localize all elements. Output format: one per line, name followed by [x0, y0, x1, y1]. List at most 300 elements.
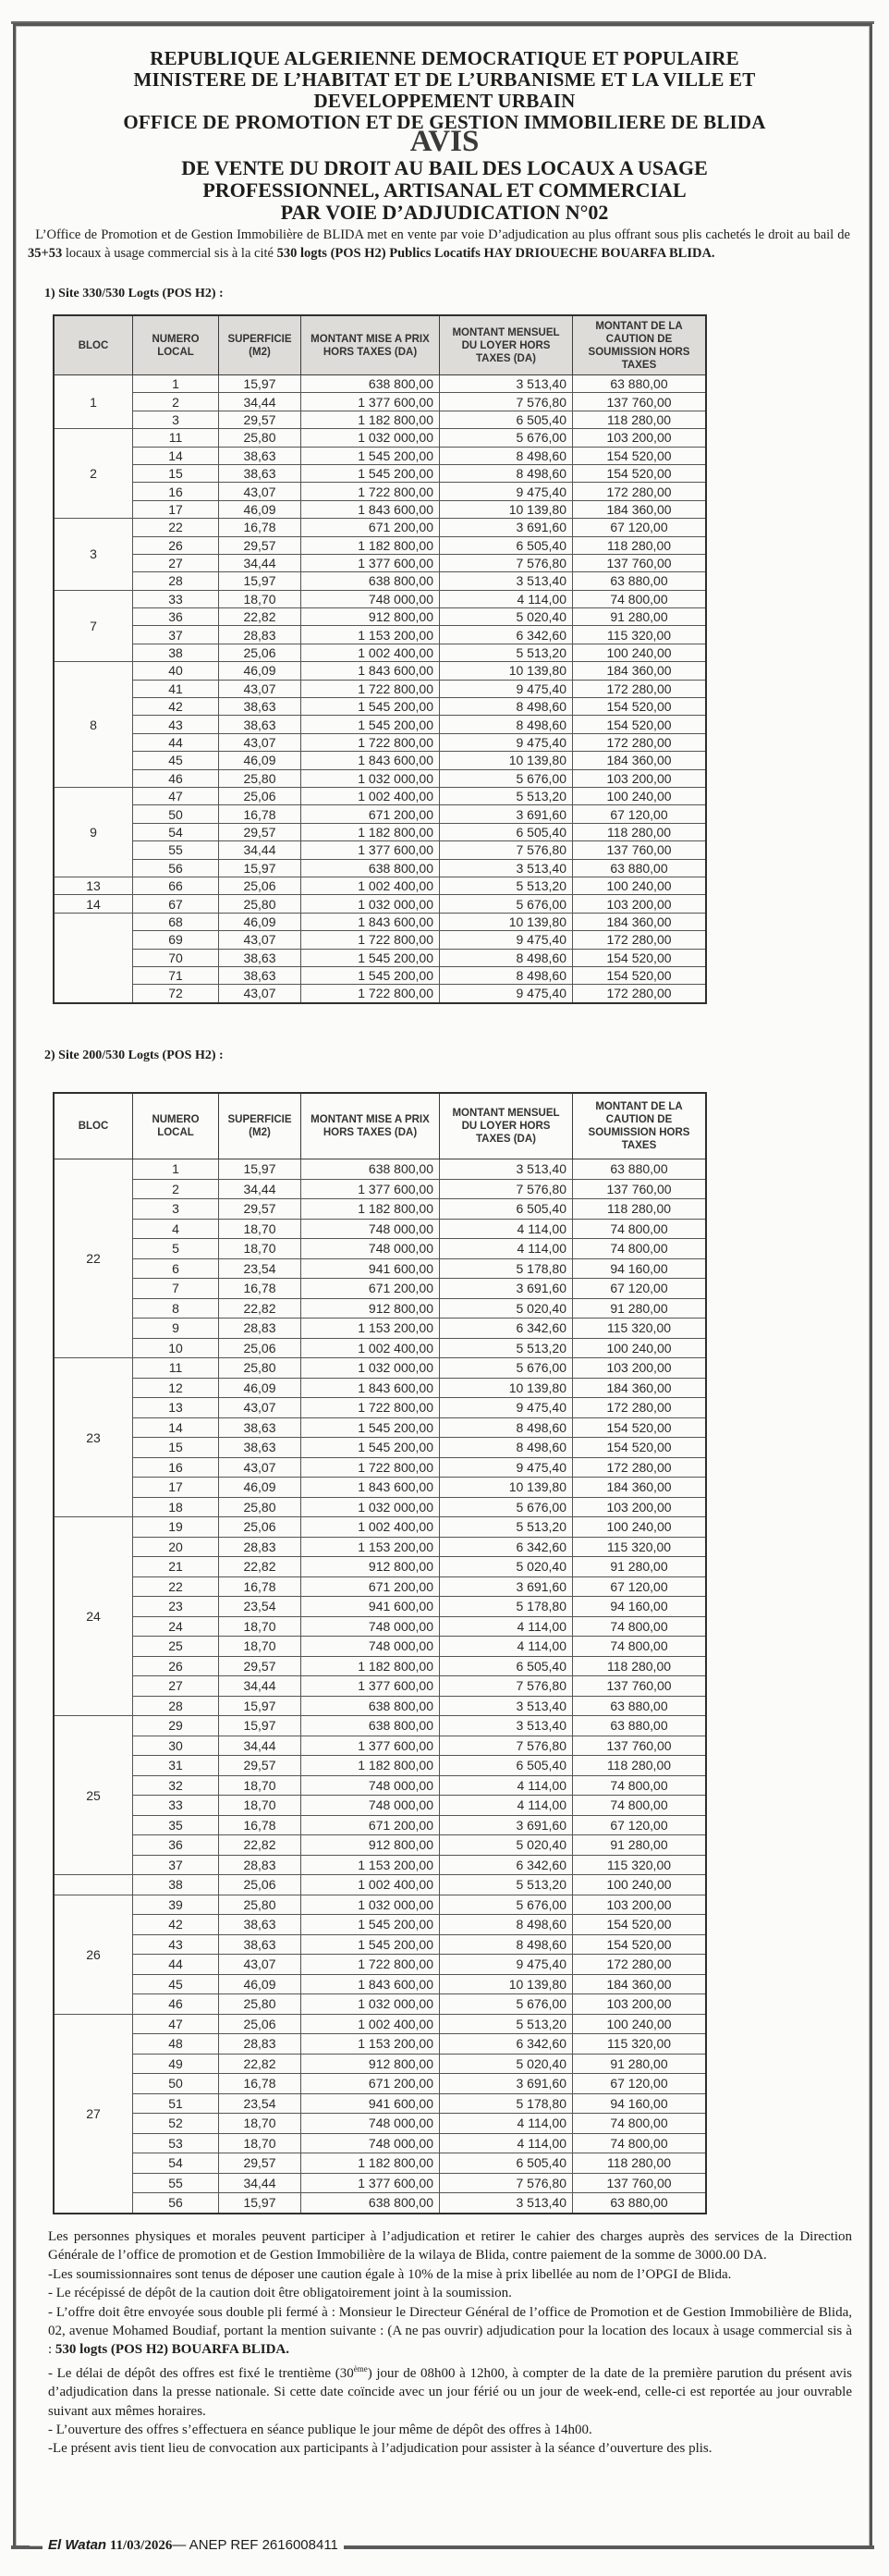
caution-cell: 154 520,00	[573, 966, 707, 984]
numero-local-cell: 1	[133, 1159, 219, 1180]
numero-local-cell: 14	[133, 447, 219, 464]
mise-a-prix-cell: 1 182 800,00	[301, 1656, 440, 1676]
table-row	[54, 733, 706, 751]
superficie-cell: 46,09	[219, 1478, 301, 1498]
superficie-cell: 38,63	[219, 1417, 301, 1438]
loyer-mensuel-cell: 5 020,40	[440, 1298, 573, 1319]
caution-cell: 91 280,00	[573, 608, 707, 626]
loyer-mensuel-cell: 9 475,40	[440, 1457, 573, 1478]
numero-local-cell: 67	[133, 895, 219, 913]
col-superficie: SUPERFICIE (M2)	[219, 315, 301, 375]
col-bloc: BLOC	[54, 315, 133, 375]
caution-cell: 100 240,00	[573, 877, 707, 894]
mise-a-prix-cell: 1 545 200,00	[301, 716, 440, 733]
caution-cell: 137 760,00	[573, 1676, 707, 1697]
table-row	[54, 1855, 706, 1875]
mise-a-prix-cell: 912 800,00	[301, 1835, 440, 1856]
superficie-cell: 23,54	[219, 1597, 301, 1617]
table-row	[54, 1219, 706, 1239]
superficie-cell: 38,63	[219, 966, 301, 984]
table-row	[54, 1756, 706, 1776]
caution-cell: 172 280,00	[573, 931, 707, 949]
table-row	[54, 1597, 706, 1617]
col-loyer-mensuel: MONTANT MENSUEL DU LOYER HORS TAXES (DA)	[440, 1093, 573, 1159]
loyer-mensuel-cell: 8 498,60	[440, 949, 573, 966]
table-row	[54, 483, 706, 500]
superficie-cell: 22,82	[219, 608, 301, 626]
superficie-cell: 34,44	[219, 1676, 301, 1697]
caution-cell: 103 200,00	[573, 769, 707, 787]
loyer-mensuel-cell: 5 676,00	[440, 1497, 573, 1517]
caution-cell: 103 200,00	[573, 895, 707, 913]
table-row	[54, 2173, 706, 2193]
superficie-cell: 18,70	[219, 1239, 301, 1259]
table-row	[54, 1616, 706, 1637]
header-line-1: REPUBLIQUE ALGERIENNE DEMOCRATIQUE ET POPULAIRE	[150, 47, 739, 69]
numero-local-cell: 7	[133, 1279, 219, 1299]
superficie-cell: 25,80	[219, 1895, 301, 1915]
numero-local-cell: 6	[133, 1258, 219, 1279]
table-row	[54, 966, 706, 984]
envoi-offre-site: 530 logts (POS H2) BOUARFA BLIDA.	[55, 2342, 289, 2358]
table-row	[54, 1258, 706, 1279]
numero-local-cell: 26	[133, 1656, 219, 1676]
bloc-cell: 3	[54, 519, 133, 591]
table-row	[54, 1319, 706, 1339]
site1-title: 1) Site 330/530 Logts (POS H2) :	[44, 287, 224, 301]
superficie-cell: 15,97	[219, 1716, 301, 1736]
table-row	[54, 1955, 706, 1975]
mise-a-prix-cell: 1 843 600,00	[301, 913, 440, 930]
table-row	[54, 1517, 706, 1538]
bloc-cell	[54, 1875, 133, 1895]
numero-local-cell: 28	[133, 1696, 219, 1716]
caution-cell: 172 280,00	[573, 1398, 707, 1418]
table-row	[54, 1179, 706, 1199]
loyer-mensuel-cell: 3 513,40	[440, 375, 573, 393]
site2-title: 2) Site 200/530 Logts (POS H2) :	[44, 1049, 224, 1062]
caution-cell: 63 880,00	[573, 1159, 707, 1180]
caution-cell: 154 520,00	[573, 698, 707, 716]
numero-local-cell: 70	[133, 949, 219, 966]
table-row	[54, 1696, 706, 1716]
mise-a-prix-cell: 671 200,00	[301, 1815, 440, 1835]
col-caution: MONTANT DE LA CAUTION DE SOUMISSION HORS TAXES	[573, 315, 707, 375]
table-row	[54, 895, 706, 913]
mise-a-prix-cell: 1 722 800,00	[301, 1398, 440, 1418]
numero-local-cell: 49	[133, 2054, 219, 2074]
loyer-mensuel-cell: 10 139,80	[440, 1378, 573, 1398]
loyer-mensuel-cell: 8 498,60	[440, 1438, 573, 1458]
caution-cell: 154 520,00	[573, 949, 707, 966]
numero-local-cell: 42	[133, 698, 219, 716]
footer-credit	[43, 2537, 344, 2554]
caution-cell: 118 280,00	[573, 1656, 707, 1676]
loyer-mensuel-cell: 6 342,60	[440, 1319, 573, 1339]
table-row	[54, 644, 706, 661]
mise-a-prix-cell: 912 800,00	[301, 2054, 440, 2074]
loyer-mensuel-cell: 5 676,00	[440, 1358, 573, 1379]
mise-a-prix-cell: 1 182 800,00	[301, 411, 440, 428]
superficie-cell: 43,07	[219, 680, 301, 697]
caution-cell: 67 120,00	[573, 2074, 707, 2094]
loyer-mensuel-cell: 9 475,40	[440, 1398, 573, 1418]
table-row	[54, 787, 706, 804]
table-row	[54, 572, 706, 590]
mise-a-prix-cell: 671 200,00	[301, 805, 440, 823]
loyer-mensuel-cell: 8 498,60	[440, 447, 573, 464]
mise-a-prix-cell: 1 002 400,00	[301, 787, 440, 804]
mise-a-prix-cell: 1 545 200,00	[301, 1915, 440, 1935]
loyer-mensuel-cell: 3 513,40	[440, 859, 573, 877]
numero-local-cell: 16	[133, 483, 219, 500]
caution-cell: 91 280,00	[573, 1557, 707, 1577]
condition-envoi-offre	[48, 2303, 852, 2360]
loyer-mensuel-cell: 7 576,80	[440, 554, 573, 571]
caution-cell: 184 360,00	[573, 1974, 707, 1994]
numero-local-cell: 23	[133, 1597, 219, 1617]
numero-local-cell: 27	[133, 554, 219, 571]
table-row	[54, 2034, 706, 2055]
caution-cell: 94 160,00	[573, 1258, 707, 1279]
caution-cell: 103 200,00	[573, 1497, 707, 1517]
superficie-cell: 38,63	[219, 716, 301, 733]
numero-local-cell: 48	[133, 2034, 219, 2055]
mise-a-prix-cell: 1 032 000,00	[301, 429, 440, 447]
loyer-mensuel-cell: 10 139,80	[440, 913, 573, 930]
numero-local-cell: 27	[133, 1676, 219, 1697]
loyer-mensuel-cell: 4 114,00	[440, 1219, 573, 1239]
numero-local-cell: 28	[133, 572, 219, 590]
table-row	[54, 1358, 706, 1379]
table-row	[54, 447, 706, 464]
notice-title: AVIS	[409, 125, 480, 158]
numero-local-cell: 25	[133, 1637, 219, 1657]
superficie-cell: 18,70	[219, 1219, 301, 1239]
loyer-mensuel-cell: 10 139,80	[440, 500, 573, 518]
superficie-cell: 43,07	[219, 1398, 301, 1418]
mise-a-prix-cell: 1 377 600,00	[301, 2173, 440, 2193]
caution-cell: 74 800,00	[573, 2114, 707, 2134]
mise-a-prix-cell: 1 377 600,00	[301, 1676, 440, 1697]
numero-local-cell: 9	[133, 1319, 219, 1339]
superficie-cell: 22,82	[219, 1835, 301, 1856]
superficie-cell: 46,09	[219, 1974, 301, 1994]
numero-local-cell: 56	[133, 2193, 219, 2214]
table-row	[54, 1576, 706, 1597]
table-row	[54, 1676, 706, 1697]
header-line-4: OFFICE DE PROMOTION ET DE GESTION IMMOBILIERE DE BLIDA	[123, 111, 766, 133]
superficie-cell: 29,57	[219, 2153, 301, 2174]
table-row	[54, 662, 706, 680]
bloc-cell: 7	[54, 590, 133, 662]
mise-a-prix-cell: 638 800,00	[301, 572, 440, 590]
numero-local-cell: 46	[133, 769, 219, 787]
caution-cell: 67 120,00	[573, 805, 707, 823]
loyer-mensuel-cell: 5 513,20	[440, 644, 573, 661]
numero-local-cell: 68	[133, 913, 219, 930]
table-row	[54, 608, 706, 626]
numero-local-cell: 44	[133, 1955, 219, 1975]
numero-local-cell: 8	[133, 1298, 219, 1319]
caution-cell: 115 320,00	[573, 626, 707, 644]
table-row	[54, 805, 706, 823]
numero-local-cell: 30	[133, 1736, 219, 1756]
superficie-cell: 28,83	[219, 626, 301, 644]
loyer-mensuel-cell: 7 576,80	[440, 1179, 573, 1199]
mise-a-prix-cell: 671 200,00	[301, 1279, 440, 1299]
superficie-cell: 25,06	[219, 644, 301, 661]
bloc-cell	[54, 913, 133, 1002]
numero-local-cell: 50	[133, 805, 219, 823]
superficie-cell: 28,83	[219, 1537, 301, 1557]
caution-cell: 154 520,00	[573, 1417, 707, 1438]
mise-a-prix-cell: 1 002 400,00	[301, 1517, 440, 1538]
numero-local-cell: 53	[133, 2133, 219, 2153]
table-row	[54, 1656, 706, 1676]
superficie-cell: 18,70	[219, 2133, 301, 2153]
col-numero-local: NUMERO LOCAL	[133, 1093, 219, 1159]
superficie-cell: 16,78	[219, 1279, 301, 1299]
caution-cell: 100 240,00	[573, 2014, 707, 2034]
mise-a-prix-cell: 671 200,00	[301, 519, 440, 536]
col-superficie: SUPERFICIE (M2)	[219, 1093, 301, 1159]
mise-a-prix-cell: 1 545 200,00	[301, 698, 440, 716]
mise-a-prix-cell: 748 000,00	[301, 1616, 440, 1637]
loyer-mensuel-cell: 5 676,00	[440, 1994, 573, 2015]
col-mise-a-prix: MONTANT MISE A PRIX HORS TAXES (DA)	[301, 315, 440, 375]
bloc-cell: 27	[54, 2014, 133, 2214]
table-row	[54, 590, 706, 607]
caution-cell: 74 800,00	[573, 1775, 707, 1796]
caution-cell: 184 360,00	[573, 1478, 707, 1498]
numero-local-cell: 39	[133, 1895, 219, 1915]
numero-local-cell: 4	[133, 1219, 219, 1239]
caution-cell: 115 320,00	[573, 1537, 707, 1557]
col-caution: MONTANT DE LA CAUTION DE SOUMISSION HORS TAXES	[573, 1093, 707, 1159]
numero-local-cell: 47	[133, 2014, 219, 2034]
mise-a-prix-cell: 748 000,00	[301, 590, 440, 607]
numero-local-cell: 20	[133, 1537, 219, 1557]
table-row	[54, 913, 706, 930]
superficie-cell: 16,78	[219, 2074, 301, 2094]
superficie-cell: 43,07	[219, 733, 301, 751]
superficie-cell: 25,80	[219, 1358, 301, 1379]
table-row	[54, 2193, 706, 2214]
loyer-mensuel-cell: 4 114,00	[440, 2133, 573, 2153]
loyer-mensuel-cell: 6 505,40	[440, 411, 573, 428]
caution-cell: 184 360,00	[573, 913, 707, 930]
loyer-mensuel-cell: 5 513,20	[440, 1875, 573, 1895]
caution-cell: 74 800,00	[573, 590, 707, 607]
delai-sup: ème	[353, 2363, 368, 2374]
caution-cell: 184 360,00	[573, 662, 707, 680]
numero-local-cell: 54	[133, 2153, 219, 2174]
superficie-cell: 16,78	[219, 1576, 301, 1597]
loyer-mensuel-cell: 7 576,80	[440, 393, 573, 411]
site2-table	[53, 1092, 707, 2214]
mise-a-prix-cell: 1 722 800,00	[301, 733, 440, 751]
superficie-cell: 15,97	[219, 1696, 301, 1716]
superficie-cell: 29,57	[219, 1756, 301, 1776]
superficie-cell: 18,70	[219, 1796, 301, 1816]
superficie-cell: 16,78	[219, 519, 301, 536]
mise-a-prix-cell: 1 843 600,00	[301, 662, 440, 680]
mise-a-prix-cell: 1 843 600,00	[301, 752, 440, 769]
table-row	[54, 375, 706, 393]
mise-a-prix-cell: 1 032 000,00	[301, 1895, 440, 1915]
condition-convocation: -Le présent avis tient lieu de convocation aux participants à l’adjudication pour assister à la séance d’ouverture des plis.	[48, 2441, 712, 2457]
mise-a-prix-cell: 638 800,00	[301, 1159, 440, 1180]
anep-ref: — ANEP REF 2616008411	[172, 2537, 338, 2553]
numero-local-cell: 55	[133, 2173, 219, 2193]
superficie-cell: 46,09	[219, 1378, 301, 1398]
numero-local-cell: 11	[133, 1358, 219, 1379]
loyer-mensuel-cell: 4 114,00	[440, 1796, 573, 1816]
loyer-mensuel-cell: 5 178,80	[440, 1597, 573, 1617]
mise-a-prix-cell: 941 600,00	[301, 1258, 440, 1279]
numero-local-cell: 35	[133, 1815, 219, 1835]
loyer-mensuel-cell: 8 498,60	[440, 1934, 573, 1955]
table-row	[54, 1815, 706, 1835]
numero-local-cell: 29	[133, 1716, 219, 1736]
mise-a-prix-cell: 1 153 200,00	[301, 1537, 440, 1557]
mise-a-prix-cell: 912 800,00	[301, 608, 440, 626]
loyer-mensuel-cell: 8 498,60	[440, 716, 573, 733]
intro-paragraph	[28, 227, 850, 263]
condition-caution: -Les soumissionnaires sont tenus de déposer une caution égale à 10% de la mise à prix libellée au nom de l’OPGI de Blida.	[48, 2266, 732, 2282]
table-row	[54, 1736, 706, 1756]
mise-a-prix-cell: 1 182 800,00	[301, 1199, 440, 1220]
mise-a-prix-cell: 671 200,00	[301, 1576, 440, 1597]
table-row	[54, 411, 706, 428]
superficie-cell: 29,57	[219, 411, 301, 428]
superficie-cell: 18,70	[219, 590, 301, 607]
superficie-cell: 25,06	[219, 1875, 301, 1895]
caution-cell: 137 760,00	[573, 1179, 707, 1199]
caution-cell: 100 240,00	[573, 787, 707, 804]
superficie-cell: 25,80	[219, 1994, 301, 2015]
loyer-mensuel-cell: 3 513,40	[440, 1716, 573, 1736]
mise-a-prix-cell: 748 000,00	[301, 1239, 440, 1259]
table-row	[54, 1417, 706, 1438]
table-row	[54, 1159, 706, 1180]
loyer-mensuel-cell: 5 676,00	[440, 895, 573, 913]
table-row	[54, 1915, 706, 1935]
table-row	[54, 877, 706, 894]
loyer-mensuel-cell: 6 342,60	[440, 626, 573, 644]
superficie-cell: 25,06	[219, 1338, 301, 1358]
numero-local-cell: 2	[133, 1179, 219, 1199]
numero-local-cell: 36	[133, 1835, 219, 1856]
loyer-mensuel-cell: 5 513,20	[440, 787, 573, 804]
mise-a-prix-cell: 1 722 800,00	[301, 931, 440, 949]
numero-local-cell: 15	[133, 1438, 219, 1458]
table-row	[54, 698, 706, 716]
numero-local-cell: 16	[133, 1457, 219, 1478]
caution-cell: 100 240,00	[573, 1338, 707, 1358]
loyer-mensuel-cell: 3 691,60	[440, 1279, 573, 1299]
numero-local-cell: 17	[133, 1478, 219, 1498]
caution-cell: 74 800,00	[573, 1796, 707, 1816]
numero-local-cell: 41	[133, 680, 219, 697]
caution-cell: 74 800,00	[573, 2133, 707, 2153]
intro-text-b: locaux à usage commercial sis à la cité	[62, 245, 277, 261]
superficie-cell: 18,70	[219, 1775, 301, 1796]
superficie-cell: 38,63	[219, 949, 301, 966]
numero-local-cell: 55	[133, 841, 219, 859]
subtitle-line-1: DE VENTE DU DROIT AU BAIL DES LOCAUX A USAGE	[181, 156, 708, 179]
loyer-mensuel-cell: 5 020,40	[440, 1557, 573, 1577]
numero-local-cell: 12	[133, 1378, 219, 1398]
loyer-mensuel-cell: 9 475,40	[440, 733, 573, 751]
loyer-mensuel-cell: 8 498,60	[440, 1915, 573, 1935]
bloc-cell: 2	[54, 429, 133, 519]
table-row	[54, 752, 706, 769]
loyer-mensuel-cell: 8 498,60	[440, 698, 573, 716]
numero-local-cell: 14	[133, 1417, 219, 1438]
loyer-mensuel-cell: 3 513,40	[440, 572, 573, 590]
loyer-mensuel-cell: 10 139,80	[440, 662, 573, 680]
numero-local-cell: 3	[133, 1199, 219, 1220]
table-row	[54, 1199, 706, 1220]
loyer-mensuel-cell: 5 513,20	[440, 2014, 573, 2034]
table-row	[54, 1557, 706, 1577]
bloc-cell: 25	[54, 1716, 133, 1875]
mise-a-prix-cell: 1 377 600,00	[301, 1179, 440, 1199]
bloc-cell: 23	[54, 1358, 133, 1517]
superficie-cell: 34,44	[219, 393, 301, 411]
superficie-cell: 23,54	[219, 1258, 301, 1279]
superficie-cell: 34,44	[219, 841, 301, 859]
caution-cell: 172 280,00	[573, 985, 707, 1003]
superficie-cell: 25,80	[219, 429, 301, 447]
col-bloc: BLOC	[54, 1093, 133, 1159]
caution-cell: 137 760,00	[573, 1736, 707, 1756]
footer-rule-right	[270, 2545, 874, 2549]
caution-cell: 67 120,00	[573, 1815, 707, 1835]
table-header-row	[54, 1093, 706, 1159]
table-header-row	[54, 315, 706, 375]
superficie-cell: 43,07	[219, 1955, 301, 1975]
condition-participation: Les personnes physiques et morales peuvent participer à l’adjudication et retirer le cahier des charges auprès des services de la Direction Générale de l’office de promotion et de Gestion Immobilière de la wilaya de Blida, contre paiement de la somme de 3000.00 DA.	[48, 2229, 852, 2263]
caution-cell: 184 360,00	[573, 752, 707, 769]
table-row	[54, 949, 706, 966]
envoi-offre-text: - L’offre doit être envoyée sous double pli fermé à : Monsieur le Directeur Général de l’office de Promotion et de Gestion Immobilière de Blida, 02, avenue Mohamed Boudiaf, portant la mention suivante : (A ne pas ouvrir) adjudication pour la location des locaux à usage commercial sis à :	[48, 2304, 852, 2358]
table-row	[54, 1398, 706, 1418]
numero-local-cell: 21	[133, 1557, 219, 1577]
notice-subtitle	[0, 157, 889, 224]
superficie-cell: 38,63	[219, 1438, 301, 1458]
loyer-mensuel-cell: 6 342,60	[440, 1537, 573, 1557]
loyer-mensuel-cell: 8 498,60	[440, 464, 573, 482]
caution-cell: 137 760,00	[573, 554, 707, 571]
table-row	[54, 1298, 706, 1319]
numero-local-cell: 17	[133, 500, 219, 518]
bloc-cell: 22	[54, 1159, 133, 1358]
mise-a-prix-cell: 1 182 800,00	[301, 536, 440, 554]
superficie-cell: 15,97	[219, 375, 301, 393]
numero-local-cell: 15	[133, 464, 219, 482]
caution-cell: 118 280,00	[573, 823, 707, 840]
caution-cell: 74 800,00	[573, 1219, 707, 1239]
mise-a-prix-cell: 1 545 200,00	[301, 966, 440, 984]
caution-cell: 103 200,00	[573, 1895, 707, 1915]
mise-a-prix-cell: 638 800,00	[301, 375, 440, 393]
loyer-mensuel-cell: 5 020,40	[440, 1835, 573, 1856]
numero-local-cell: 33	[133, 590, 219, 607]
superficie-cell: 34,44	[219, 2173, 301, 2193]
